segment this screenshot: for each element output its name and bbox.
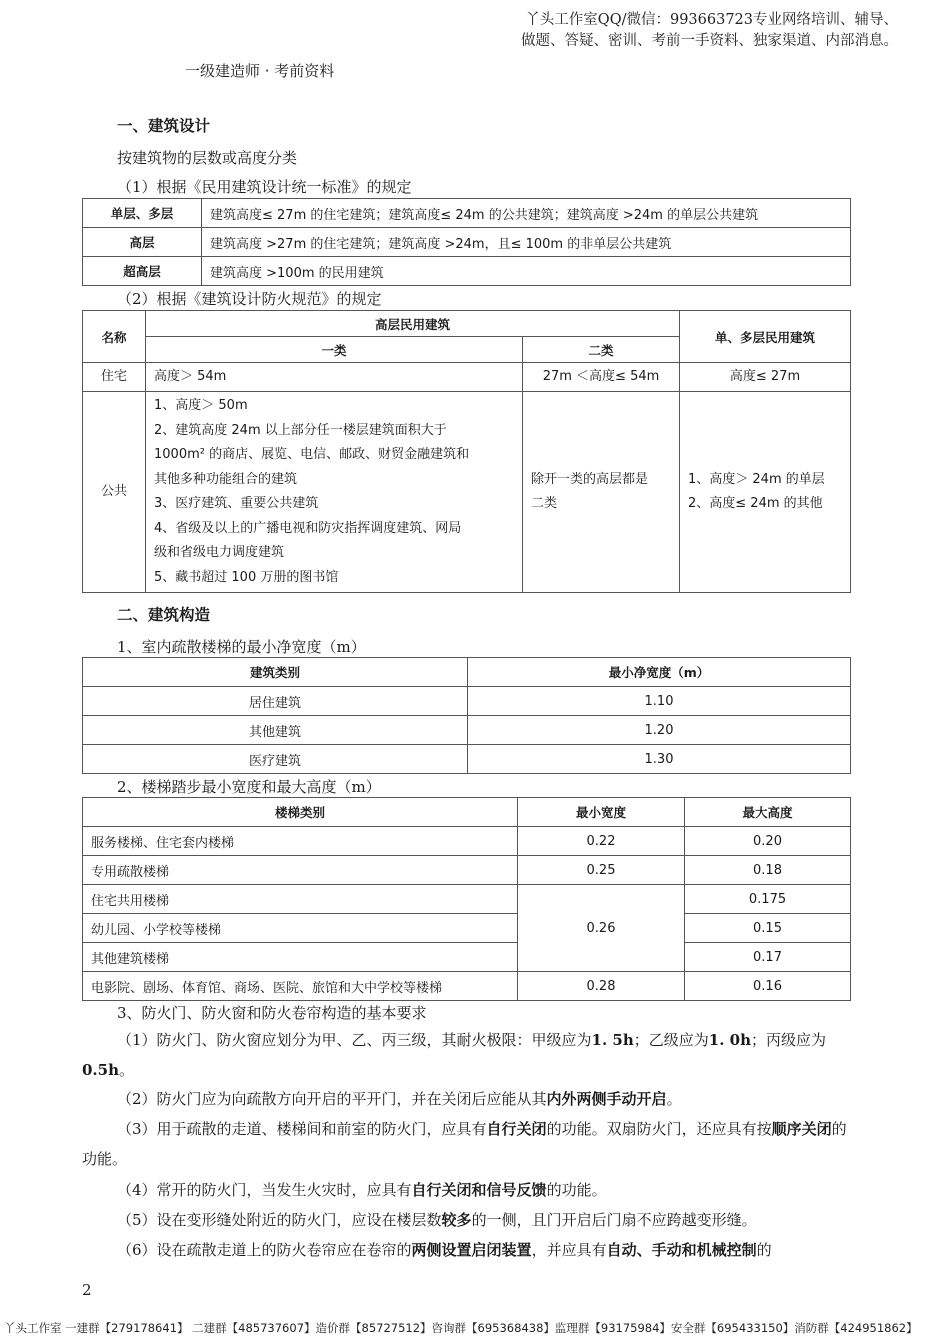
table-cell: 住宅共用楼梯 [83, 885, 518, 914]
list-item: 3、医疗建筑、重要公共建筑 [154, 496, 319, 511]
list-item: 二类 [531, 496, 558, 511]
text-run: （4）常开的防火门，当发生火灾时，应具有 [117, 1181, 412, 1199]
text-run: （1）防火门、防火窗应划分为甲、乙、丙三级，其耐火极限：甲级应为 [117, 1031, 592, 1049]
table-cell: 其他建筑楼梯 [83, 943, 518, 972]
stair-width-table [82, 657, 851, 774]
sub-heading-stair-step: 2、楼梯踏步最小宽度和最大高度（m） [117, 778, 381, 796]
text-run: 的 [756, 1241, 772, 1259]
paragraph-self-closing [82, 1114, 852, 1174]
text-run: （5）设在变形缝处附近的防火门，应设在楼层数 [117, 1211, 442, 1229]
table-row [83, 943, 851, 972]
table-cell: 建筑高度 >27m 的住宅建筑；建筑高度 >24m，且≤ 100m 的非单层公共建筑 [202, 228, 851, 257]
table-row [83, 827, 851, 856]
table-cell: 0.26 [518, 885, 685, 972]
list-item: 级和省级电力调度建筑 [154, 545, 285, 560]
table-cell: 建筑高度≤ 27m 的住宅建筑；建筑高度≤ 24m 的公共建筑；建筑高度 >24m 的单层公共建筑 [202, 199, 851, 228]
table-cell: 医疗建筑 [83, 745, 468, 774]
table-row [83, 658, 851, 687]
table-header: 名称 [83, 311, 146, 363]
page-number: 2 [82, 1281, 92, 1299]
table-cell: 0.28 [518, 972, 685, 1001]
text-run: （2）防火门应为向疏散方向开启的平开门，并在关闭后应能从其 [117, 1090, 547, 1108]
table-row [83, 687, 851, 716]
sub-heading-fire-door: 3、防火门、防火窗和防火卷帘构造的基本要求 [117, 1004, 427, 1022]
text-run: ；乙级应为 [633, 1031, 709, 1049]
table-row [83, 199, 851, 228]
table-cell: 0.16 [685, 972, 851, 1001]
table-cell: 居住建筑 [83, 687, 468, 716]
doc-title: 一级建造师 · 考前资料 [185, 62, 335, 80]
table-header: 最小净宽度（m） [468, 658, 851, 687]
list-item: 1000m² 的商店、展览、电信、邮政、财贸金融建筑和 [154, 447, 470, 462]
header-line-1: 丫头工作室QQ/微信：993663723专业网络培训、辅导、 [525, 12, 898, 28]
table-cell: 高度＞ 54m [146, 363, 523, 392]
header-ad [338, 10, 898, 52]
section-heading-design: 一、建筑设计 [117, 117, 211, 135]
table-cell: 高层 [83, 228, 202, 257]
table-cell [146, 392, 523, 593]
list-item: 2、高度≤ 24m 的其他 [688, 496, 823, 511]
emphasis: 1. 0h [708, 1031, 752, 1049]
table-cell: 超高层 [83, 257, 202, 286]
table-cell: 建筑高度 >100m 的民用建筑 [202, 257, 851, 286]
sub-heading-stair-width: 1、室内疏散楼梯的最小净宽度（m） [117, 638, 366, 656]
table-row [83, 716, 851, 745]
table-cell: 幼儿园、小学校等楼梯 [83, 914, 518, 943]
table-cell: 0.17 [685, 943, 851, 972]
text-run: ，并应具有 [531, 1241, 607, 1259]
table-cell: 其他建筑 [83, 716, 468, 745]
table-row [83, 745, 851, 774]
text-run: 。 [666, 1090, 682, 1108]
intro-text: 按建筑物的层数或高度分类 [117, 149, 298, 167]
table-cell: 住宅 [83, 363, 146, 392]
table-header: 最小宽度 [518, 798, 685, 827]
table-row [83, 311, 851, 337]
table-cell: 专用疏散楼梯 [83, 856, 518, 885]
table-row [83, 798, 851, 827]
table-cell: 服务楼梯、住宅套内楼梯 [83, 827, 518, 856]
table-header: 高层民用建筑 [146, 311, 680, 337]
emphasis: 1. 5h [591, 1031, 634, 1049]
table-cell: 0.175 [685, 885, 851, 914]
paragraph-fire-rating [82, 1025, 852, 1085]
table-header: 一类 [146, 337, 523, 363]
table-cell: 电影院、剧场、体育馆、商场、医院、旅馆和大中学校等楼梯 [83, 972, 518, 1001]
fire-class-table [82, 310, 851, 593]
table-cell: 0.25 [518, 856, 685, 885]
emphasis: 自行关闭和信号反馈 [411, 1181, 547, 1199]
table-cell: 高度≤ 27m [680, 363, 851, 392]
table-header: 二类 [523, 337, 680, 363]
table-cell: 0.18 [685, 856, 851, 885]
table-cell: 0.22 [518, 827, 685, 856]
list-item: 除开一类的高层都是 [531, 471, 649, 487]
table-cell [680, 392, 851, 593]
height-class-table [82, 198, 851, 286]
table-cell [523, 392, 680, 593]
table-cell: 27m ＜高度≤ 54m [523, 363, 680, 392]
table-header: 楼梯类别 [83, 798, 518, 827]
emphasis: 自行关闭 [486, 1120, 547, 1138]
footer-ad: 丫头工作室 一建群【279178641】 二建群【485737607】造价群【85727512】咨询群【695368438】监理群【93175984】安全群【695433150】消防群【424951862】 [4, 1321, 918, 1335]
table-cell: 1.20 [468, 716, 851, 745]
text-run: 的一侧，且门开启后门扇不应跨越变形缝。 [471, 1211, 757, 1229]
paragraph-normally-open [82, 1175, 852, 1205]
text-run: 的功能。 [82, 1120, 847, 1168]
table-row [83, 257, 851, 286]
section-heading-construction: 二、建筑构造 [117, 606, 211, 624]
stair-step-table [82, 797, 851, 1001]
table-cell: 0.20 [685, 827, 851, 856]
emphasis: 自动、手动和机械控制 [606, 1241, 757, 1259]
text-run: 。 [119, 1061, 135, 1079]
table-header: 建筑类别 [83, 658, 468, 687]
table-cell: 公共 [83, 392, 146, 593]
text-run: 的功能。 [546, 1181, 607, 1199]
paragraph-fire-shutter [82, 1235, 852, 1265]
text-run: ；丙级应为 [751, 1031, 827, 1049]
table-cell: 1.30 [468, 745, 851, 774]
table-row [83, 363, 851, 392]
list-item: 5、藏书超过 100 万册的图书馆 [154, 569, 339, 585]
list-item: 2、建筑高度 24m 以上部分任一楼层建筑面积大于 [154, 422, 447, 438]
emphasis: 较多 [441, 1211, 472, 1229]
sub-heading-standard: （1）根据《民用建筑设计统一标准》的规定 [117, 178, 412, 196]
table-cell: 1.10 [468, 687, 851, 716]
header-line-2: 做题、答疑、密训、考前一手资料、独家渠道、内部消息。 [521, 33, 898, 49]
text-run: （6）设在疏散走道上的防火卷帘应在卷帘的 [117, 1241, 412, 1259]
emphasis: 内外两侧手动开启 [546, 1090, 667, 1108]
emphasis: 0.5h [82, 1061, 120, 1079]
table-cell: 单层、多层 [83, 199, 202, 228]
table-row [83, 228, 851, 257]
emphasis: 两侧设置启闭装置 [411, 1241, 532, 1259]
text-run: 的功能。双扇防火门，还应具有按 [546, 1120, 772, 1138]
table-row [83, 856, 851, 885]
list-item: 1、高度＞ 24m 的单层 [688, 471, 825, 487]
table-row [83, 914, 851, 943]
text-run: （3）用于疏散的走道、楼梯间和前室的防火门，应具有 [117, 1120, 487, 1138]
paragraph-door-opening [82, 1084, 852, 1114]
table-row [83, 392, 851, 593]
paragraph-expansion-joint [82, 1205, 852, 1235]
table-row [83, 972, 851, 1001]
list-item: 4、省级及以上的广播电视和防灾指挥调度建筑、网局 [154, 520, 462, 536]
sub-heading-fire-code: （2）根据《建筑设计防火规范》的规定 [117, 290, 382, 308]
table-header: 单、多层民用建筑 [680, 311, 851, 363]
table-row [83, 885, 851, 914]
list-item: 1、高度＞ 50m [154, 398, 248, 413]
table-header: 最大高度 [685, 798, 851, 827]
table-cell: 0.15 [685, 914, 851, 943]
list-item: 其他多种功能组合的建筑 [154, 471, 298, 487]
emphasis: 顺序关闭 [771, 1120, 832, 1138]
